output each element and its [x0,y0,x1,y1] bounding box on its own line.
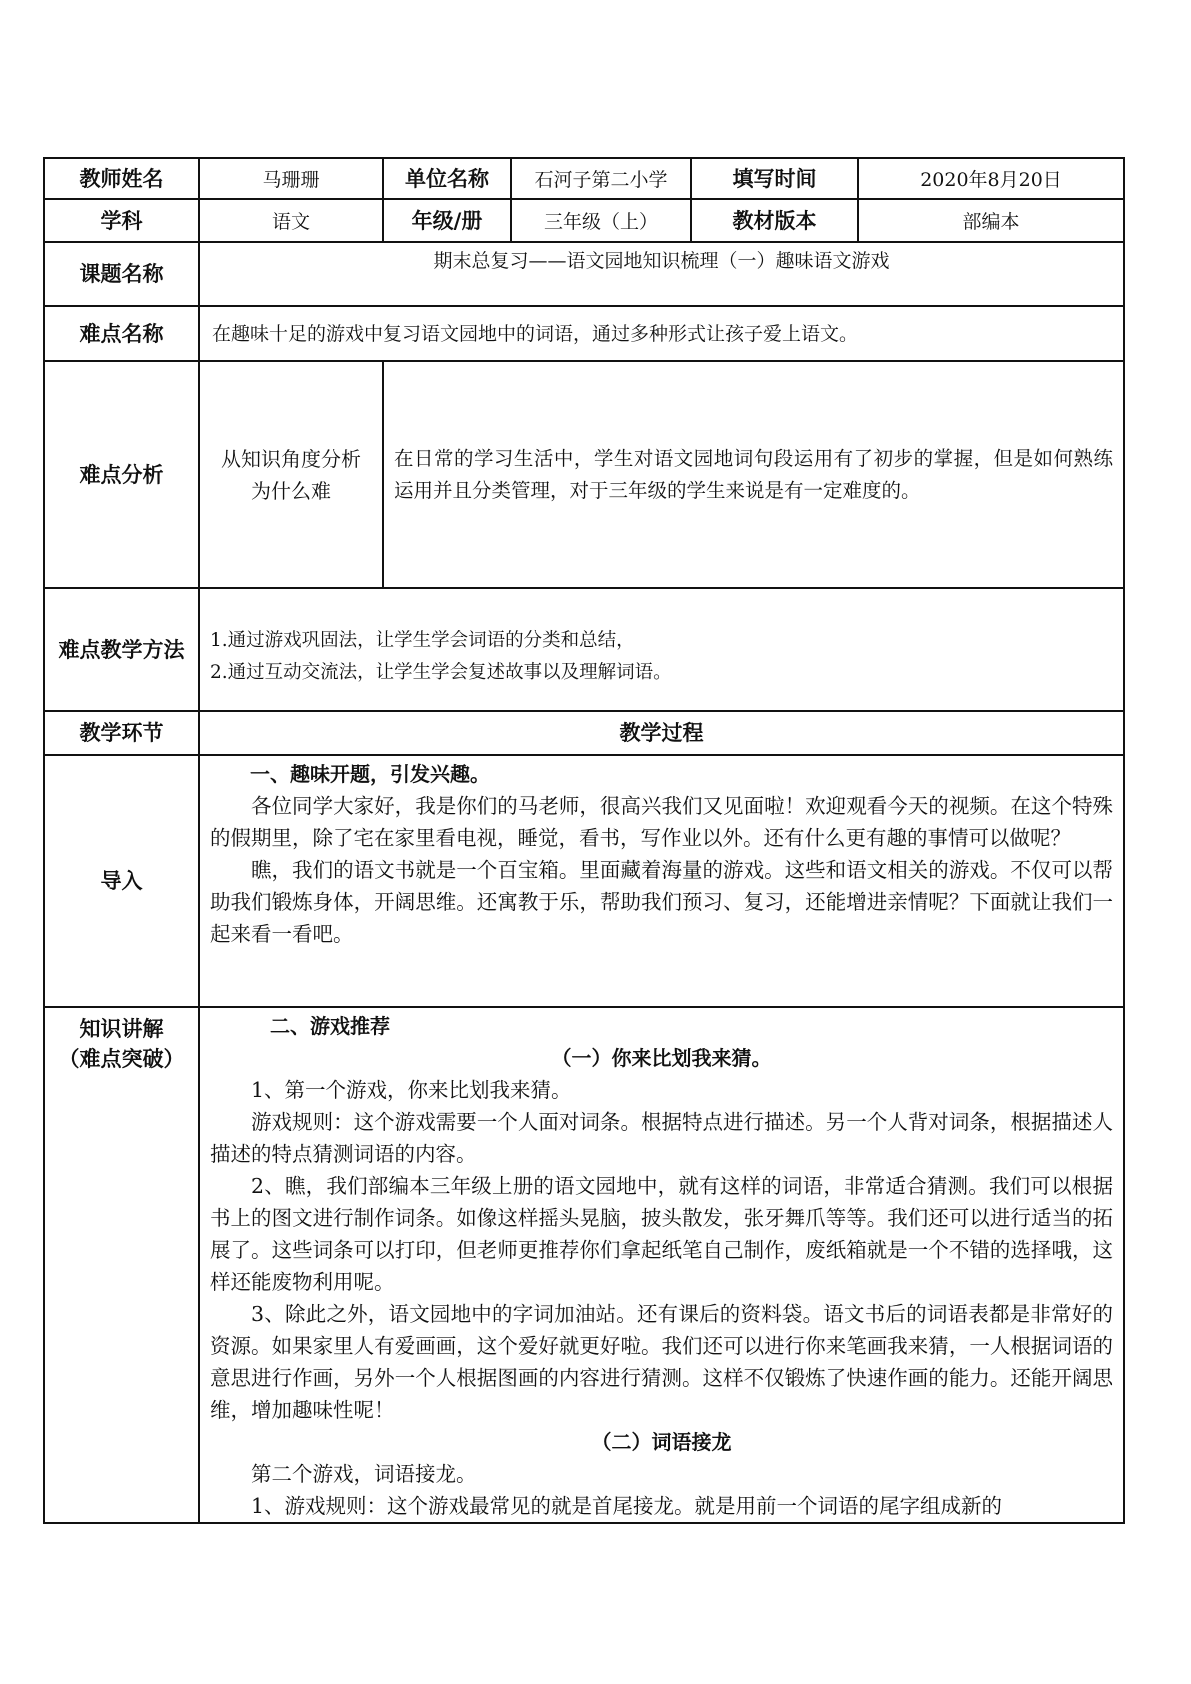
lesson-plan-table [43,157,1125,1524]
topic-value: 期末总复习——语文园地知识梳理（一）趣味语文游戏 [199,242,1124,306]
knowledge-label-line-2: （难点突破） [58,1047,185,1071]
process-label: 教学过程 [199,711,1124,755]
intro-paragraph-2: 瞧，我们的语文书就是一个百宝箱。里面藏着海量的游戏。这些和语文相关的游戏。不仅可以帮助我们锻炼身体，开阔思维。还寓教于乐，帮助我们预习、复习，还能增进亲情呢？下面就让我们一起来看一看吧。 [210,858,1113,946]
intro-label: 导入 [44,755,199,1007]
edition-label: 教材版本 [691,199,858,242]
method-label: 难点教学方法 [44,588,199,711]
header-row-1 [44,158,1124,199]
teacher-label: 教师姓名 [44,158,199,199]
knowledge-content [199,1007,1124,1523]
intro-row [44,755,1124,1007]
analysis-row [44,361,1124,588]
knowledge-paragraph-6: 1、游戏规则：这个游戏最常见的就是首尾接龙。就是用前一个词语的尾字组成新的 [251,1494,1003,1518]
edition-value: 部编本 [858,199,1124,242]
method-line-2: 2.通过互动交流法，让学生学会复述故事以及理解词语。 [210,662,672,683]
difficulty-value: 在趣味十足的游戏中复习语文园地中的词语，通过多种形式让孩子爱上语文。 [199,306,1124,361]
subject-value: 语文 [199,199,383,242]
knowledge-subheading-1: （一）你来比划我来猜。 [551,1046,772,1070]
knowledge-label [44,1007,199,1523]
analysis-value: 在日常的学习生活中，学生对语文园地词句段运用有了初步的掌握，但是如何熟练运用并且分类管理，对于三年级的学生来说是有一定难度的。 [383,361,1124,588]
difficulty-label: 难点名称 [44,306,199,361]
knowledge-row [44,1007,1124,1523]
teacher-value: 马珊珊 [199,158,383,199]
date-label: 填写时间 [691,158,858,199]
grade-value: 三年级（上） [511,199,691,242]
method-row [44,588,1124,711]
subject-label: 学科 [44,199,199,242]
knowledge-paragraph-1: 1、第一个游戏，你来比划我来猜。 [251,1078,572,1102]
process-header-row [44,711,1124,755]
knowledge-paragraph-5: 第二个游戏，词语接龙。 [251,1462,477,1486]
knowledge-heading: 二、游戏推荐 [270,1014,390,1038]
knowledge-paragraph-2: 游戏规则：这个游戏需要一个人面对词条。根据特点进行描述。另一个人背对词条，根据描述人描述的特点猜测词语的内容。 [210,1110,1113,1166]
analysis-sub-label: 从知识角度分析为什么难 [199,361,383,588]
grade-label: 年级/册 [383,199,511,242]
analysis-label: 难点分析 [44,361,199,588]
intro-paragraph-1: 各位同学大家好，我是你们的马老师，很高兴我们又见面啦！欢迎观看今天的视频。在这个特殊的假期里，除了宅在家里看电视，睡觉，看书，写作业以外。还有什么更有趣的事情可以做呢？ [210,794,1113,850]
knowledge-subheading-2: （二）词语接龙 [591,1430,732,1454]
knowledge-paragraph-3: 2、瞧，我们部编本三年级上册的语文园地中，就有这样的词语，非常适合猜测。我们可以根据书上的图文进行制作词条。如像这样摇头晃脑，披头散发，张牙舞爪等等。我们还可以进行适当的拓展了。这些词条可以打印，但老师更推荐你们拿起纸笔自己制作，废纸箱就是一个不错的选择哦，这样还能废物利用呢。 [210,1174,1113,1294]
topic-row [44,242,1124,306]
date-value: 2020年8月20日 [858,158,1124,199]
knowledge-label-line-1: 知识讲解 [79,1017,164,1041]
method-line-1: 1.通过游戏巩固法，让学生学会词语的分类和总结， [210,630,635,651]
stage-label: 教学环节 [44,711,199,755]
topic-label: 课题名称 [44,242,199,306]
method-value [199,588,1124,711]
unit-label: 单位名称 [383,158,511,199]
header-row-2 [44,199,1124,242]
intro-heading: 一、趣味开题，引发兴趣。 [250,762,490,786]
difficulty-row [44,306,1124,361]
knowledge-paragraph-4: 3、除此之外，语文园地中的字词加油站。还有课后的资料袋。语文书后的词语表都是非常好的资源。如果家里人有爱画画，这个爱好就更好啦。我们还可以进行你来笔画我来猜，一人根据词语的意思进行作画，另外一个人根据图画的内容进行猜测。这样不仅锻炼了快速作画的能力。还能开阔思维，增加趣味性呢！ [210,1302,1113,1422]
intro-content [199,755,1124,1007]
unit-value: 石河子第二小学 [511,158,691,199]
